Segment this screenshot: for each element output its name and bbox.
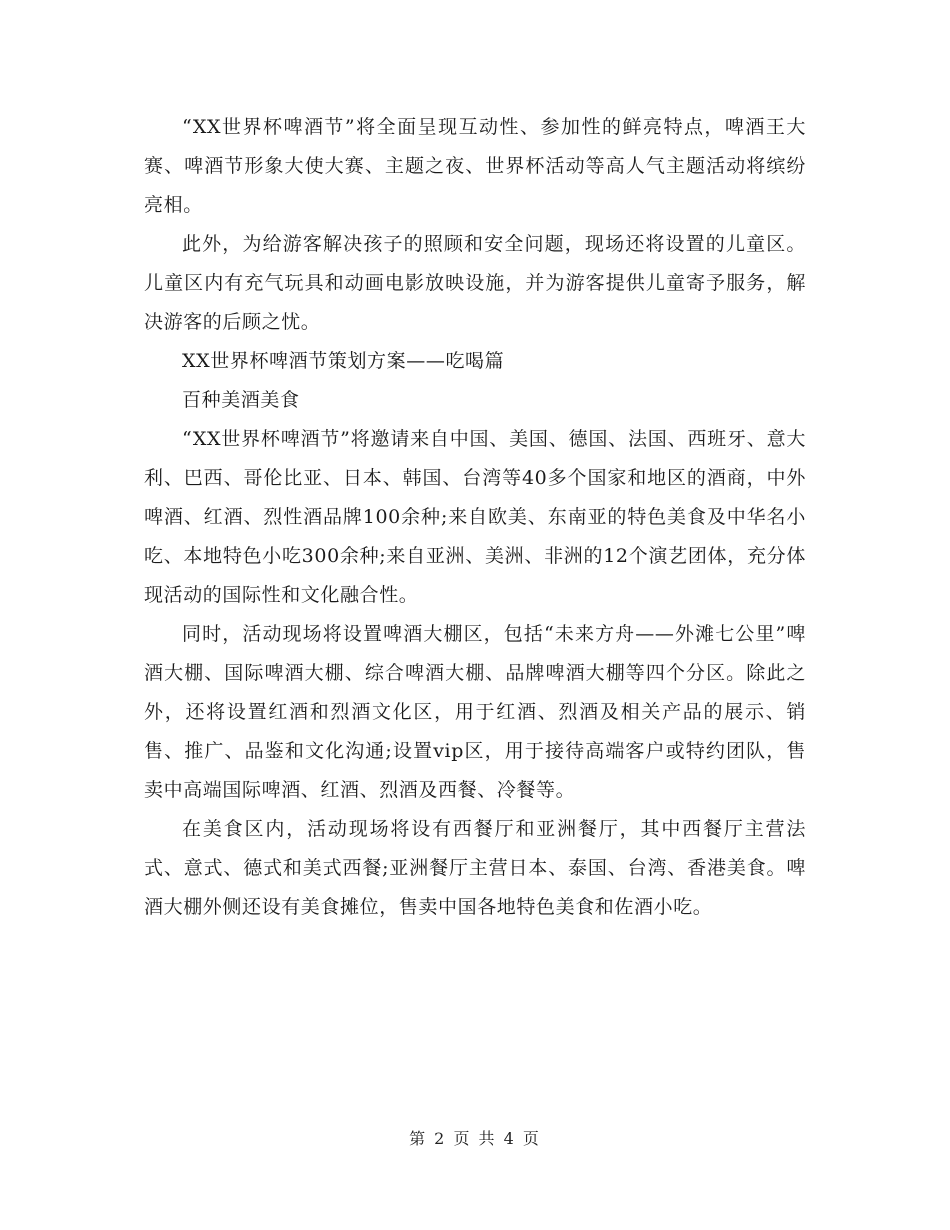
- paragraph-beer-tents: 同时，活动现场将设置啤酒大棚区，包括“未来方舟——外滩七公里”啤酒大棚、国际啤酒大棚、综合啤酒大棚、品牌啤酒大棚等四个分区。除此之外，还将设置红酒和烈酒文化区，用于红酒、烈酒及相关产品的展示、销售、推广、品鉴和文化沟通;设置vip区，用于接待高端客户或特约团队，售卖中高端国际啤酒、红酒、烈酒及西餐、冷餐等。: [144, 623, 806, 801]
- section-heading: XX世界杯啤酒节策划方案——吃喝篇: [182, 350, 505, 372]
- paragraph-children-area: 此外，为给游客解决孩子的照顾和安全问题，现场还将设置的儿童区。儿童区内有充气玩具和动画电影放映设施，并为游客提供儿童寄予服务，解决游客的后顾之忧。: [144, 233, 806, 333]
- page-number: 第 2 页 共 4 页: [409, 1129, 541, 1148]
- paragraph-activities: “XX世界杯啤酒节”将全面呈现互动性、参加性的鲜亮特点，啤酒王大赛、啤酒节形象大使大赛、主题之夜、世界杯活动等高人气主题活动将缤纷亮相。: [144, 116, 806, 216]
- paragraph-food-area: 在美食区内，活动现场将设有西餐厅和亚洲餐厅，其中西餐厅主营法式、意式、德式和美式西餐;亚洲餐厅主营日本、泰国、台湾、香港美食。啤酒大棚外侧还设有美食摊位，售卖中国各地特色美食和佐酒小吃。: [144, 818, 806, 918]
- section-subheading: 百种美酒美食: [182, 389, 300, 411]
- document-body: [144, 108, 806, 927]
- paragraph-international: “XX世界杯啤酒节”将邀请来自中国、美国、德国、法国、西班牙、意大利、巴西、哥伦比亚、日本、韩国、台湾等40多个国家和地区的酒商，中外啤酒、红酒、烈性酒品牌100余种;来自欧美、东南亚的特色美食及中华名小吃、本地特色小吃300余种;来自亚洲、美洲、非洲的12个演艺团体，充分体现活动的国际性和文化融合性。: [144, 428, 806, 606]
